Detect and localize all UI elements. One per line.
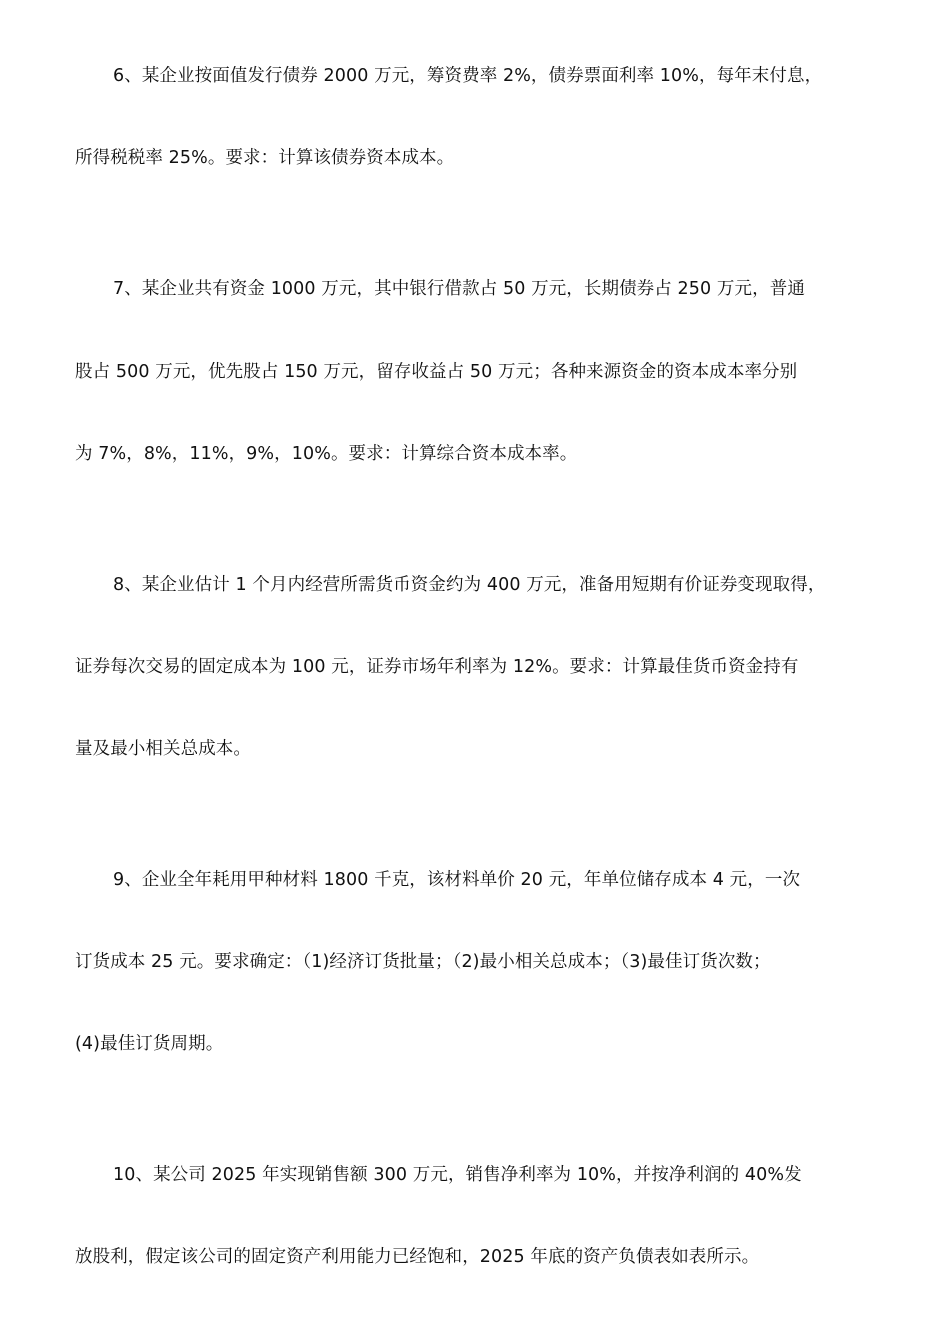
paragraph-line: 为 7%，8%，11%，9%，10%。要求：计算综合资本成本率。 <box>75 444 578 464</box>
paragraph-line: 6、某企业按面值发行债券 2000 万元，筹资费率 2%，债券票面利率 10%，每年末付息， <box>113 66 823 86</box>
paragraph-line: 股占 500 万元，优先股占 150 万元，留存收益占 50 万元；各种来源资金的资本成本率分别 <box>75 362 798 382</box>
paragraph-line: (4)最佳订货周期。 <box>75 1034 224 1054</box>
paragraph-line: 量及最小相关总成本。 <box>75 739 251 759</box>
paragraph-line: 8、某企业估计 1 个月内经营所需货币资金约为 400 万元，准备用短期有价证券变现取得， <box>113 575 826 595</box>
paragraph-line: 10、某公司 2025 年实现销售额 300 万元，销售净利率为 10%，并按净利润的 40%发 <box>113 1165 802 1185</box>
paragraph-line: 7、某企业共有资金 1000 万元，其中银行借款占 50 万元，长期债券占 250 万元，普通 <box>113 279 805 299</box>
paragraph-line: 证券每次交易的固定成本为 100 元，证券市场年利率为 12%。要求：计算最佳货币资金持有 <box>75 657 799 677</box>
paragraph-line: 所得税税率 25%。要求：计算该债券资本成本。 <box>75 148 455 168</box>
paragraph-line: 订货成本 25 元。要求确定：（1)经济订货批量；（2)最小相关总成本；（3)最佳订货次数； <box>75 952 771 972</box>
paragraph-line: 放股利，假定该公司的固定资产利用能力已经饱和，2025 年底的资产负债表如表所示。 <box>75 1247 760 1267</box>
paragraph-line: 9、企业全年耗用甲种材料 1800 千克，该材料单价 20 元，年单位储存成本 4 元，一次 <box>113 870 801 890</box>
